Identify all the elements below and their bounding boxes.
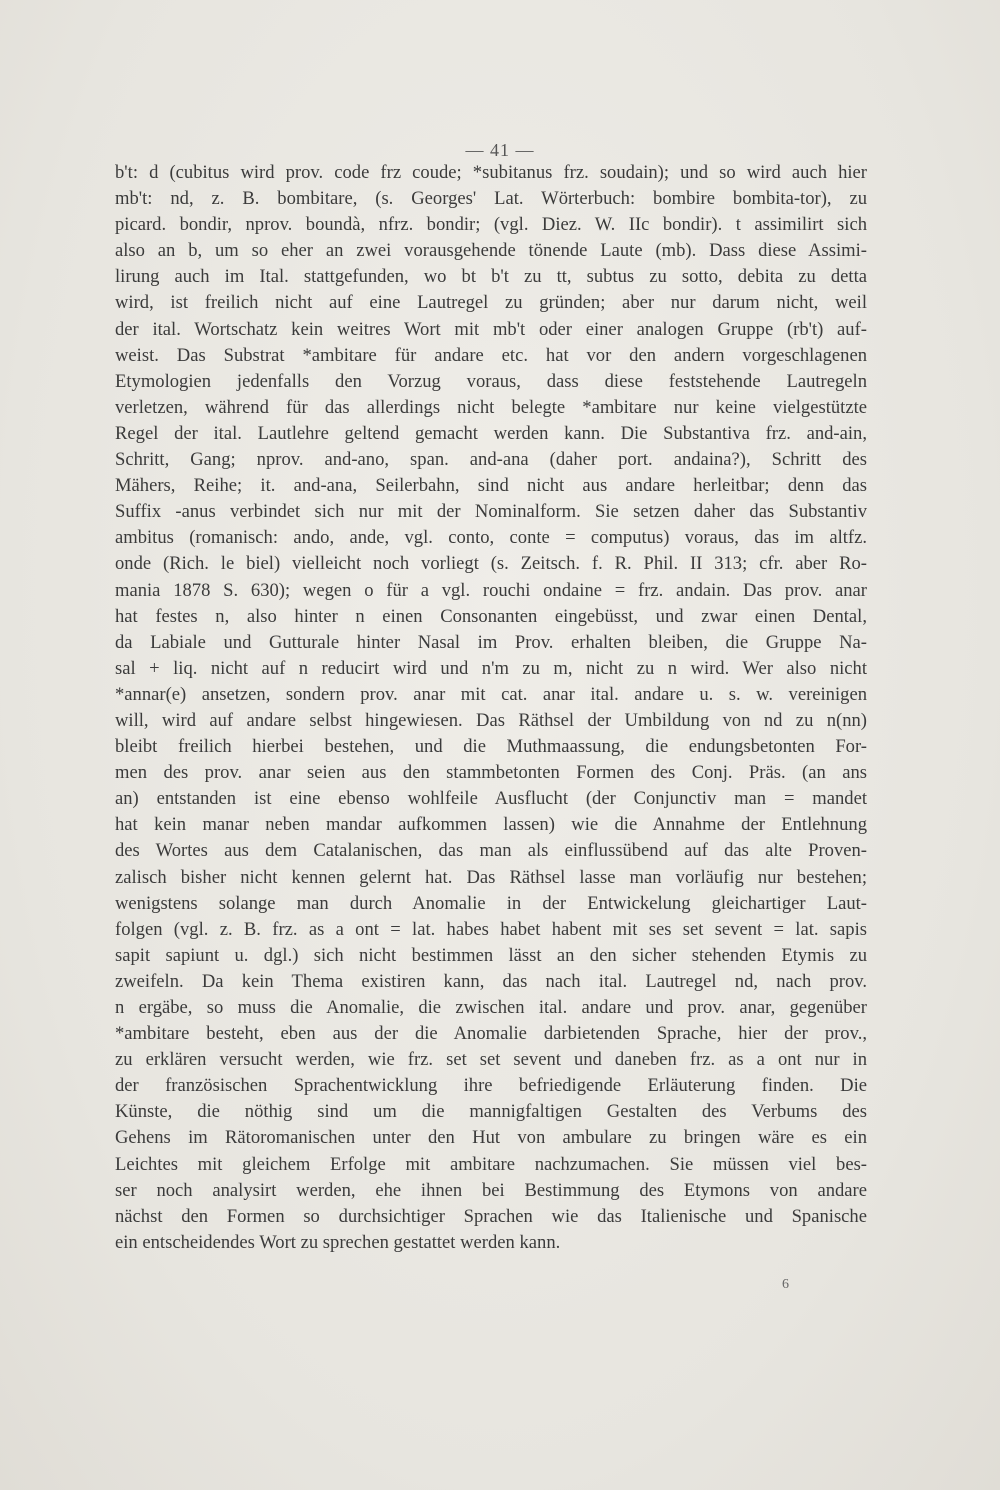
text-line: sal + liq. nicht auf n reducirt wird und n'm zu m, nicht zu n wird. Wer also nicht	[115, 657, 867, 679]
text-line: Etymologien jedenfalls den Vorzug voraus, dass diese feststehende Lautregeln	[115, 370, 867, 392]
text-line: der ital. Wortschatz kein weitres Wort mit mb't oder einer analogen Gruppe (rb't) auf-	[115, 318, 867, 340]
text-line: des Wortes aus dem Catalanischen, das man als einflussübend auf das alte Proven-	[115, 840, 867, 862]
text-line: da Labiale und Gutturale hinter Nasal im Prov. erhalten bleiben, die Gruppe Na-	[115, 631, 867, 653]
text-line: mania 1878 S. 630); wegen o für a vgl. rouchi ondaine = frz. andain. Das prov. anar	[115, 579, 867, 601]
text-line: lirung auch im Ital. stattgefunden, wo bt b't zu tt, subtus zu sotto, debita zu detta	[115, 266, 867, 288]
text-line: ser noch analysirt werden, ehe ihnen bei Bestimmung des Etymons von andare	[115, 1179, 867, 1201]
text-line: ambitus (romanisch: ando, ande, vgl. conto, conte = computus) voraus, das im altfz.	[115, 527, 867, 549]
text-line: hat festes n, also hinter n einen Consonanten eingebüsst, und zwar einen Dental,	[115, 605, 867, 627]
text-line: sapit sapiunt u. dgl.) sich nicht bestimmen lässt an den sicher stehenden Etymis zu	[115, 944, 867, 966]
text-line: folgen (vgl. z. B. frz. as a ont = lat. habes habet habent mit ses set sevent = lat. sapis	[115, 918, 867, 940]
text-line: picard. bondir, nprov. boundà, nfrz. bondir; (vgl. Diez. W. IIc bondir). t assimilirt sich	[115, 214, 867, 236]
text-line: b't: d (cubitus wird prov. code frz coude; *subitanus frz. soudain); und so wird auch hier	[115, 162, 867, 183]
text-line: Regel der ital. Lautlehre geltend gemacht werden kann. Die Substantiva frz. and-ain,	[115, 422, 867, 444]
text-line: Gehens im Rätoromanischen unter den Hut von ambulare zu bringen wäre es ein	[115, 1127, 867, 1149]
text-line: zu erklären versucht werden, wie frz. set set sevent und daneben frz. as a ont nur in	[115, 1049, 867, 1071]
page-number: — 41 —	[465, 140, 535, 160]
text-line: weist. Das Substrat *ambitare für andare etc. hat vor den andern vorgeschlagenen	[115, 344, 867, 366]
text-line: will, wird auf andare selbst hingewiesen. Das Räthsel der Umbildung von nd zu n(nn)	[115, 709, 867, 731]
text-line: wird, ist freilich nicht auf eine Lautregel zu gründen; aber nur darum nicht, weil	[115, 292, 867, 314]
text-line: verletzen, während für das allerdings nicht belegte *ambitare nur keine vielgestützte	[115, 396, 867, 418]
text-line: wenigstens solange man durch Anomalie in der Entwickelung gleichartiger Laut-	[115, 892, 867, 914]
text-line: Künste, die nöthig sind um die mannigfaltigen Gestalten des Verbums des	[115, 1101, 867, 1123]
signature-mark: 6	[782, 1277, 789, 1292]
text-line: der französischen Sprachentwicklung ihre befriedigende Erläuterung finden. Die	[115, 1075, 867, 1097]
text-line: n ergäbe, so muss die Anomalie, die zwischen ital. andare und prov. anar, gegenüber	[115, 997, 867, 1018]
text-line: *annar(e) ansetzen, sondern prov. anar mit cat. anar ital. andare u. s. w. vereinigen	[115, 683, 867, 705]
text-line: onde (Rich. le biel) vielleicht noch vorliegt (s. Zeitsch. f. R. Phil. II 313; cfr. aber Ro-	[115, 553, 867, 575]
text-line: zalisch bisher nicht kennen gelernt hat. Das Räthsel lasse man vorläufig nur bestehen;	[115, 866, 867, 888]
text-line: *ambitare besteht, eben aus der die Anomalie darbietenden Sprache, hier der prov.,	[115, 1023, 867, 1045]
text-line: zweifeln. Da kein Thema existiren kann, das nach ital. Lautregel nd, nach prov.	[115, 970, 867, 992]
text-line: Suffix -anus verbindet sich nur mit der Nominalform. Sie setzen daher das Substantiv	[115, 501, 867, 523]
body-text	[115, 160, 867, 1256]
text-line: an) entstanden ist eine ebenso wohlfeile Ausflucht (der Conjunctiv man = mandet	[115, 788, 867, 810]
text-line: Leichtes mit gleichem Erfolge mit ambitare nachzumachen. Sie müssen viel bes-	[115, 1153, 867, 1175]
text-line: bleibt freilich hierbei bestehen, und die Muthmaassung, die endungsbetonten For-	[115, 736, 867, 758]
text-line: hat kein manar neben mandar aufkommen lassen) wie die Annahme der Entlehnung	[115, 814, 867, 836]
text-line: nächst den Formen so durchsichtiger Sprachen wie das Italienische und Spanische	[115, 1205, 867, 1227]
text-line: mb't: nd, z. B. bombitare, (s. Georges' Lat. Wörterbuch: bombire bombita-tor), zu	[115, 188, 867, 210]
text-line: ein entscheidendes Wort zu sprechen gestattet werden kann.	[115, 1231, 561, 1253]
text-line: Mähers, Reihe; it. and-ana, Seilerbahn, sind nicht aus andare herleitbar; denn das	[115, 475, 867, 497]
text-line: men des prov. anar seien aus den stammbetonten Formen des Conj. Präs. (an ans	[115, 762, 867, 784]
text-line: also an b, um so eher an zwei vorausgehende tönende Laute (mb). Dass diese Assimi-	[115, 240, 867, 262]
text-line: Schritt, Gang; nprov. and-ano, span. and-ana (daher port. andaina?), Schritt des	[115, 449, 867, 471]
